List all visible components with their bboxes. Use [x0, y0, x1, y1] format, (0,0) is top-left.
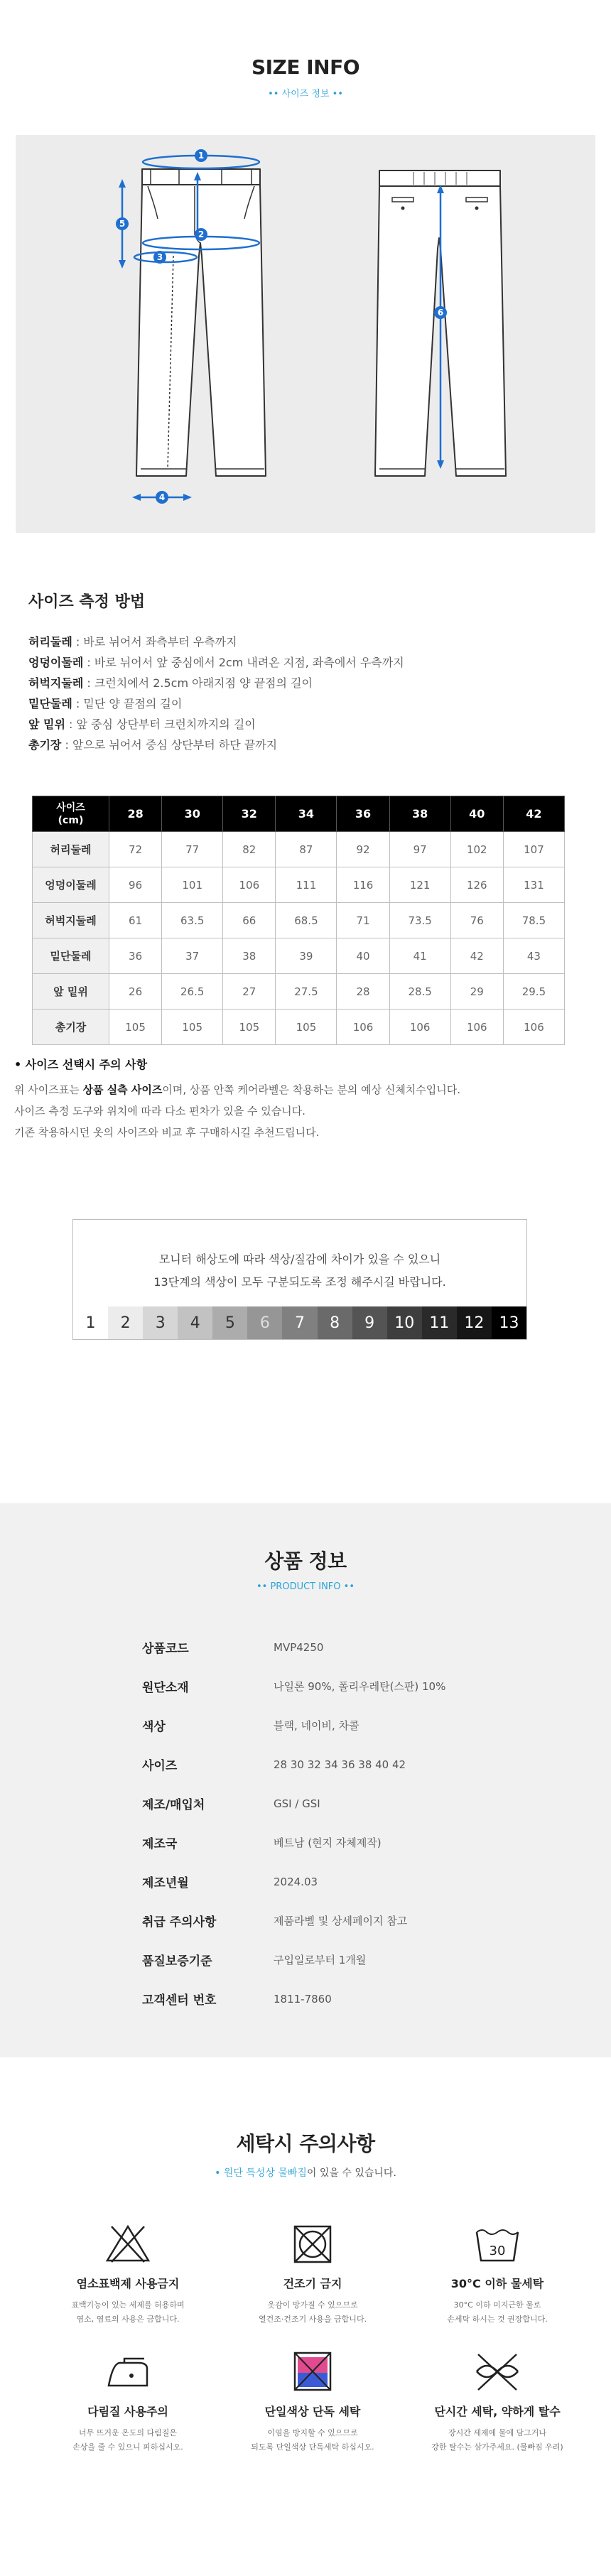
product-info-value: MVP4250: [274, 1640, 324, 1654]
size-cell: 111: [276, 867, 337, 903]
size-cell: 92: [337, 832, 389, 867]
care-item-title: 30°C 이하 물세탁: [450, 2277, 544, 2290]
product-info-key: 품질보증기준: [142, 1954, 212, 1969]
pants-measurement-diagram: [16, 135, 595, 533]
care-item-title: 다림질 사용주의: [87, 2405, 168, 2418]
care-title: 세탁시 주의사항: [236, 2132, 375, 2155]
method-row: 허벅지둘레 : 크런치에서 2.5cm 아래지점 양 끝점의 길이: [28, 676, 313, 690]
color-step: 4: [178, 1306, 212, 1339]
product-info-row: [142, 1979, 611, 2018]
size-cell: 82: [223, 832, 276, 867]
care-item-desc: 30°C 이하 미지근한 물로 손세탁 하시는 것 권장합니다.: [447, 2300, 548, 2324]
size-cell: 106: [503, 1010, 564, 1045]
size-cell: 105: [223, 1010, 276, 1045]
washing-care: [0, 2057, 611, 2576]
size-header-cell: 30: [162, 796, 223, 832]
product-info-row: [142, 1745, 611, 1784]
care-subtitle: • 원단 특성상 물빠짐이 있을 수 있습니다.: [215, 2168, 396, 2179]
method-row: 엉덩이둘레 : 바로 뉘어서 앞 중심에서 2cm 내려온 지점, 좌측에서 우측까지: [28, 656, 404, 669]
no-tumble-dry-icon: [288, 2222, 337, 2265]
color-scale-notice: 모니터 해상도에 따라 색상/질감에 차이가 있을 수 있으니 13단계의 색상이 모두 구분되도록 조정 해주시길 바랍니다.: [153, 1252, 446, 1289]
size-cell: 68.5: [276, 903, 337, 938]
size-row-label: 허벅지둘레: [33, 903, 109, 938]
product-info-value: 1811-7860: [274, 1992, 332, 2006]
size-table-row: [33, 1010, 565, 1045]
product-info-value: 2024.03: [274, 1875, 318, 1888]
size-cell: 106: [223, 867, 276, 903]
size-table-section: [0, 796, 611, 1056]
product-info-key: 사이즈: [142, 1759, 178, 1773]
size-cell: 105: [162, 1010, 223, 1045]
size-header-cell: 38: [389, 796, 450, 832]
product-info-subtitle: •• PRODUCT INFO ••: [256, 1581, 355, 1592]
product-info-value: GSI / GSI: [274, 1797, 320, 1810]
care-item: [36, 2222, 220, 2350]
size-cell: 78.5: [503, 903, 564, 938]
size-header-cell: 36: [337, 796, 389, 832]
care-item: [405, 2350, 590, 2478]
size-table-row: [33, 867, 565, 903]
care-icons-grid: [36, 2222, 590, 2478]
no-bleach-icon: [103, 2222, 153, 2265]
color-step: 7: [282, 1306, 317, 1339]
size-cell: 106: [337, 1010, 389, 1045]
product-info-row: [142, 1940, 611, 1979]
care-item: [405, 2222, 590, 2350]
size-cell: 77: [162, 832, 223, 867]
size-cell: 38: [223, 938, 276, 974]
product-info-row: [142, 1784, 611, 1823]
marker-4: 4: [158, 492, 166, 502]
size-cell: 105: [276, 1010, 337, 1045]
size-table-row: [33, 832, 565, 867]
measurement-method: [0, 533, 611, 796]
product-info-value: 블랙, 네이비, 차콜: [274, 1719, 359, 1732]
pants-illustration: [16, 135, 595, 533]
method-row: 총기장 : 앞으로 뉘어서 중심 상단부터 하단 끝까지: [28, 738, 278, 752]
care-item-title: 단시간 세탁, 약하게 탈수: [434, 2405, 561, 2418]
size-header-cell: 40: [450, 796, 503, 832]
caution-line: 위 사이즈표는 상품 실측 사이즈이며, 상품 안쪽 케어라벨은 착용하는 분의 예상 신체치수입니다.: [14, 1083, 461, 1096]
product-info-key: 상품코드: [142, 1642, 189, 1656]
care-item-title: 건조기 금지: [283, 2277, 342, 2290]
size-cell: 26: [109, 974, 162, 1010]
size-caution: [0, 1056, 611, 1219]
care-item: [36, 2350, 220, 2478]
color-scale-steps: [73, 1306, 526, 1339]
size-cell: 106: [450, 1010, 503, 1045]
product-info-value: 구입일로부터 1개월: [274, 1954, 367, 1966]
size-table-row: [33, 903, 565, 938]
marker-1: 1: [198, 151, 205, 161]
size-row-label: 앞 밑위: [33, 974, 109, 1010]
size-table-header-row: [33, 796, 565, 832]
caution-line: 사이즈 측정 도구와 위치에 따라 다소 편차가 있을 수 있습니다.: [14, 1105, 306, 1117]
size-info-subtitle: •• 사이즈 정보 ••: [268, 89, 343, 99]
size-cell: 71: [337, 903, 389, 938]
color-step: 11: [422, 1306, 457, 1339]
product-info-key: 원단소재: [142, 1681, 189, 1695]
size-cell: 105: [109, 1010, 162, 1045]
size-cell: 101: [162, 867, 223, 903]
size-cell: 116: [337, 867, 389, 903]
care-item-desc: 옷감이 망가질 수 있으므로 열건조·건조기 사용을 금합니다.: [258, 2300, 367, 2324]
product-info-title: 상품 정보: [264, 1549, 347, 1573]
size-cell: 41: [389, 938, 450, 974]
caution-line: 기존 착용하시던 옷의 사이즈와 비교 후 구매하시길 추천드립니다.: [14, 1126, 320, 1139]
color-step: 12: [457, 1306, 492, 1339]
size-cell: 76: [450, 903, 503, 938]
product-info-row: [142, 1823, 611, 1862]
marker-2: 2: [198, 229, 205, 239]
method-row: 앞 밑위 : 앞 중심 상단부터 크런치까지의 길이: [28, 718, 256, 731]
care-item-desc: 이염을 방지할 수 있으므로 되도록 단일색상 단독세탁 하십시오.: [251, 2428, 374, 2452]
color-step: 1: [73, 1306, 108, 1339]
size-cell: 27: [223, 974, 276, 1010]
size-cell: 39: [276, 938, 337, 974]
size-cell: 29: [450, 974, 503, 1010]
care-item-title: 염소표백제 사용금지: [76, 2277, 180, 2290]
size-cell: 36: [109, 938, 162, 974]
size-cell: 107: [503, 832, 564, 867]
size-cell: 27.5: [276, 974, 337, 1010]
product-info-key: 제조년월: [142, 1876, 189, 1890]
size-header-cell: 28: [109, 796, 162, 832]
color-step: 9: [352, 1306, 387, 1339]
size-cell: 61: [109, 903, 162, 938]
monitor-color-scale-section: [0, 1219, 611, 1503]
size-header-cell: 42: [503, 796, 564, 832]
size-cell: 26.5: [162, 974, 223, 1010]
size-cell: 73.5: [389, 903, 450, 938]
size-header-label: 사이즈 (cm): [33, 796, 109, 832]
size-row-label: 총기장: [33, 1010, 109, 1045]
product-info-key: 고객센터 번호: [142, 1993, 217, 2008]
care-item-desc: 너무 뜨거운 온도의 다림질은 손상을 줄 수 있으니 피하십시오.: [72, 2428, 183, 2452]
color-step: 5: [212, 1306, 247, 1339]
care-item-desc: 표백기능이 있는 세제를 허용하며 염소, 염료의 사용은 금합니다.: [71, 2300, 185, 2324]
size-cell: 131: [503, 867, 564, 903]
gentle-wash-icon: [472, 2350, 522, 2393]
svg-text:30: 30: [489, 2244, 506, 2258]
marker-5: 5: [119, 219, 126, 229]
size-cell: 42: [450, 938, 503, 974]
color-scale-box: [72, 1219, 527, 1340]
color-step: 2: [108, 1306, 143, 1339]
product-info-value: 제품라벨 및 상세페이지 참고: [274, 1915, 408, 1927]
size-table: [32, 796, 565, 1045]
color-step: 8: [318, 1306, 352, 1339]
size-cell: 97: [389, 832, 450, 867]
size-row-label: 허리둘레: [33, 832, 109, 867]
size-row-label: 엉덩이둘레: [33, 867, 109, 903]
caution-title: • 사이즈 선택시 주의 사항: [14, 1058, 148, 1071]
size-cell: 126: [450, 867, 503, 903]
product-info-key: 제조/매입처: [142, 1798, 205, 1812]
method-row: 허리둘레 : 바로 뉘어서 좌측부터 우측까지: [28, 635, 237, 649]
size-table-row: [33, 974, 565, 1010]
care-item-title: 단일색상 단독 세탁: [264, 2405, 361, 2418]
wash-30-icon: [472, 2222, 522, 2265]
size-header-cell: 32: [223, 796, 276, 832]
size-cell: 28: [337, 974, 389, 1010]
size-cell: 37: [162, 938, 223, 974]
size-row-label: 밑단둘레: [33, 938, 109, 974]
product-info-row: [142, 1706, 611, 1745]
color-step: 13: [492, 1306, 526, 1339]
care-item-desc: 장시간 세제에 물에 담그거나 강한 탈수는 삼가주세요. (물빠짐 우려): [431, 2428, 563, 2452]
size-cell: 102: [450, 832, 503, 867]
product-info-key: 취급 주의사항: [142, 1915, 217, 1930]
method-row: 밑단둘레 : 밑단 양 끝점의 길이: [28, 697, 183, 710]
size-cell: 63.5: [162, 903, 223, 938]
product-info-key: 제조국: [142, 1837, 178, 1851]
low-iron-icon: [103, 2350, 153, 2393]
size-info-title: SIZE INFO: [251, 55, 360, 79]
color-step: 6: [247, 1306, 282, 1339]
size-cell: 43: [503, 938, 564, 974]
size-cell: 87: [276, 832, 337, 867]
product-info: [0, 1503, 611, 2057]
size-cell: 66: [223, 903, 276, 938]
marker-3: 3: [156, 252, 163, 262]
product-info-row: [142, 1628, 611, 1667]
size-cell: 72: [109, 832, 162, 867]
size-cell: 106: [389, 1010, 450, 1045]
product-info-key: 색상: [142, 1720, 166, 1734]
product-info-value: 베트남 (현지 자체제작): [274, 1836, 382, 1849]
method-title: 사이즈 측정 방법: [28, 593, 146, 611]
size-cell: 40: [337, 938, 389, 974]
marker-6: 6: [437, 308, 444, 318]
care-item: [220, 2222, 405, 2350]
product-info-value: 나일론 90%, 폴리우레탄(스판) 10%: [274, 1680, 446, 1693]
product-info-row: [142, 1862, 611, 1901]
size-info-header: [0, 0, 611, 135]
size-header-cell: 34: [276, 796, 337, 832]
size-cell: 121: [389, 867, 450, 903]
product-info-list: [142, 1628, 611, 2018]
product-info-row: [142, 1667, 611, 1706]
size-cell: 96: [109, 867, 162, 903]
size-cell: 28.5: [389, 974, 450, 1010]
care-item: [220, 2350, 405, 2478]
product-info-row: [142, 1901, 611, 1940]
color-step: 10: [387, 1306, 422, 1339]
size-table-row: [33, 938, 565, 974]
separate-wash-icon: [288, 2350, 337, 2393]
product-info-value: 28 30 32 34 36 38 40 42: [274, 1758, 406, 1771]
color-step: 3: [143, 1306, 178, 1339]
size-cell: 29.5: [503, 974, 564, 1010]
